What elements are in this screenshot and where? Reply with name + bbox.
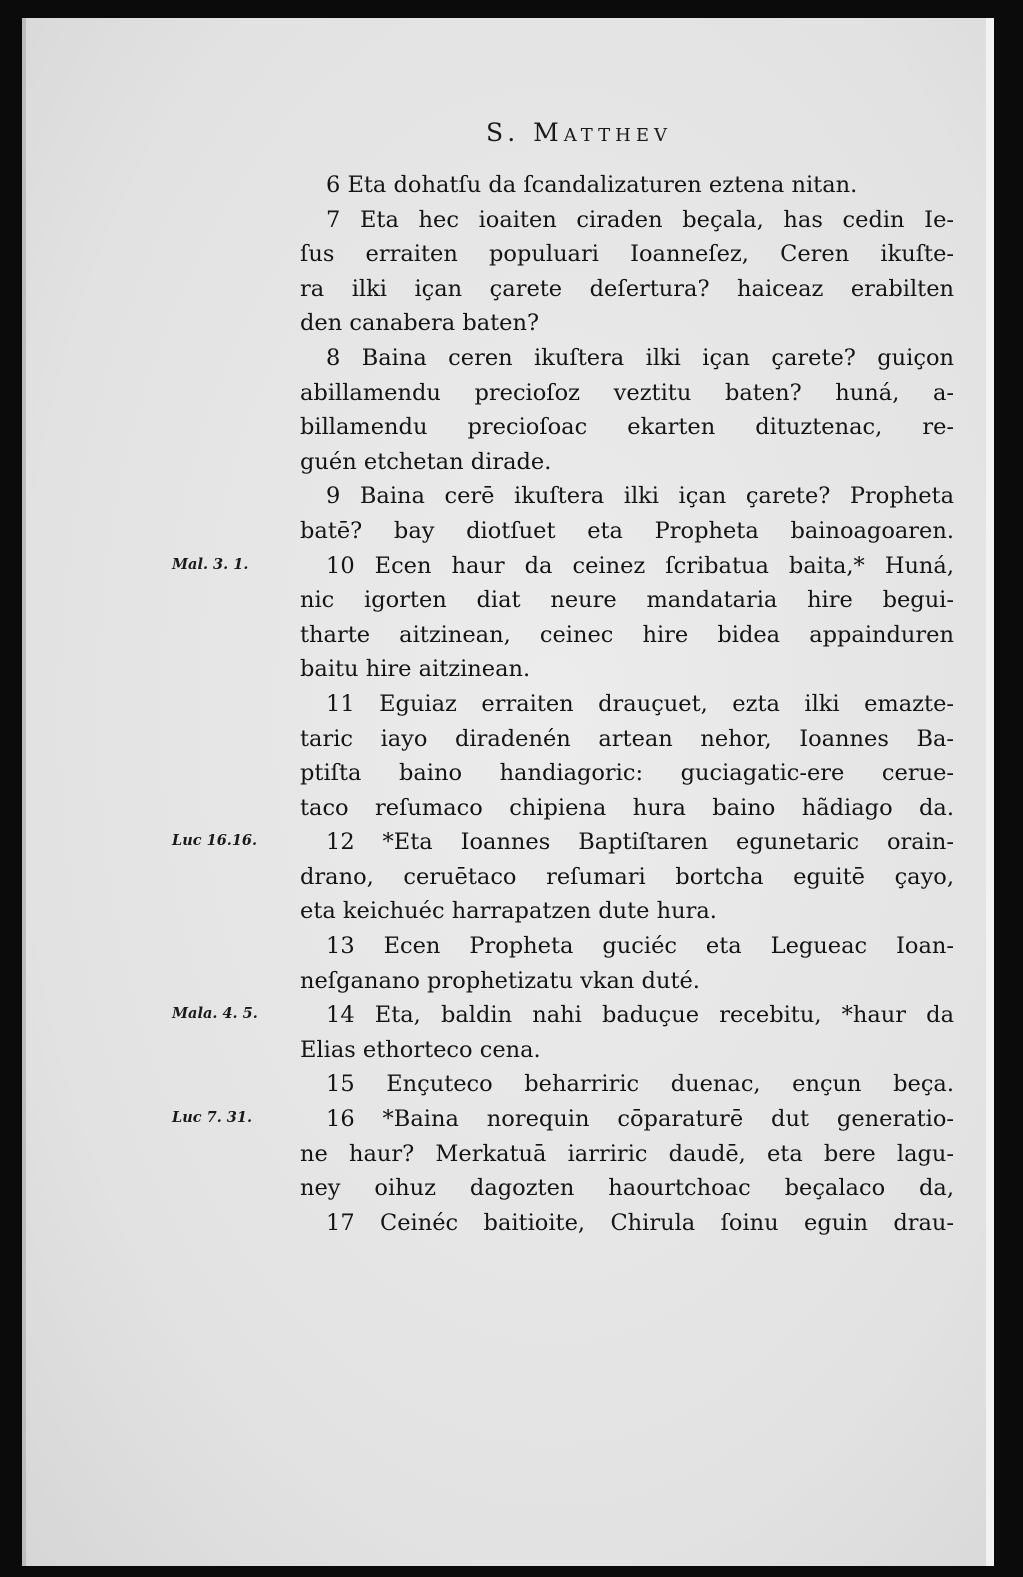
margin-reference: Mala. 4. 5. [172, 1005, 258, 1023]
text-line: 14 Eta, baldin nahi baduçue recebitu, *haur da [326, 1002, 954, 1029]
text-line: 7 Eta hec ioaiten ciraden beçala, has cedin Ie- [326, 206, 954, 233]
text-line: billamendu precioſoac ekarten dituztenac, re- [300, 414, 954, 441]
text-line: 15 Ençuteco beharriric duenac, ençun beça. [326, 1071, 954, 1098]
text-line: drano, ceruētaco reſumari bortcha eguitē çayo, [300, 863, 954, 890]
running-head: S. Matthev [486, 118, 672, 147]
text-line: 10 Ecen haur da ceinez ſcribatua baita,* Huná, [326, 552, 954, 579]
text-line: 6 Eta dohatſu da ſcandalizaturen eztena nitan. [326, 172, 858, 198]
margin-reference: Mal. 3. 1. [172, 555, 249, 573]
text-line: 8 Baina ceren ikuſtera ilki içan çarete? guiçon [326, 344, 954, 371]
margin-reference: Luc 16.16. [172, 832, 258, 850]
text-line: den canabera baten? [300, 310, 540, 337]
text-line: guén etchetan dirade. [300, 448, 552, 475]
text-line: tharte aitzinean, ceinec hire bidea appainduren [300, 621, 954, 648]
text-line: 16 *Baina norequin cōparaturē dut generatio- [326, 1106, 954, 1133]
text-line: eta keichuéc harrapatzen dute hura. [300, 898, 717, 925]
page-binding-edge [22, 18, 26, 1566]
text-line: taco reſumaco chipiena hura baino hãdiago da. [300, 794, 954, 821]
text-line: 13 Ecen Propheta guciéc eta Legueac Ioan- [326, 933, 954, 960]
text-line: abillamendu precioſoz veztitu baten? huná, a- [300, 379, 954, 406]
book-page [22, 18, 994, 1566]
body-text [300, 168, 954, 1240]
text-line: ney oihuz dagozten haourtchoac beçalaco da, [300, 1175, 954, 1202]
text-line: ne haur? Merkatuā iarriric daudē, eta bere lagu- [300, 1140, 954, 1167]
text-line: 17 Ceinéc baitioite, Chirula ſoinu eguin drau- [326, 1209, 954, 1236]
text-line: ra ilki içan çarete deſertura? haiceaz erabilten [300, 275, 954, 302]
text-line: nic igorten diat neure mandataria hire begui- [300, 587, 954, 614]
text-line: neſganano prophetizatu vkan duté. [300, 967, 700, 994]
text-line: taric iayo diradenén artean nehor, Ioannes Ba- [300, 725, 954, 752]
text-line: Elias ethorteco cena. [300, 1036, 541, 1063]
margin-reference: Luc 7. 31. [172, 1109, 253, 1127]
text-line: baitu hire aitzinean. [300, 656, 531, 683]
text-line: 12 *Eta Ioannes Baptiſtaren egunetaric orain- [326, 829, 954, 856]
text-line: ſus erraiten populuari Ioanneſez, Ceren ikuſte- [300, 241, 954, 268]
text-line: 11 Eguiaz erraiten drauçuet, ezta ilki emazte- [326, 690, 954, 717]
text-line: ptiſta baino handiagoric: guciagatic-ere cerue- [300, 760, 954, 787]
text-line: 9 Baina cerē ikuſtera ilki içan çarete? Propheta [326, 483, 954, 510]
text-line: batē? bay diotſuet eta Propheta bainoagoaren. [300, 517, 954, 544]
